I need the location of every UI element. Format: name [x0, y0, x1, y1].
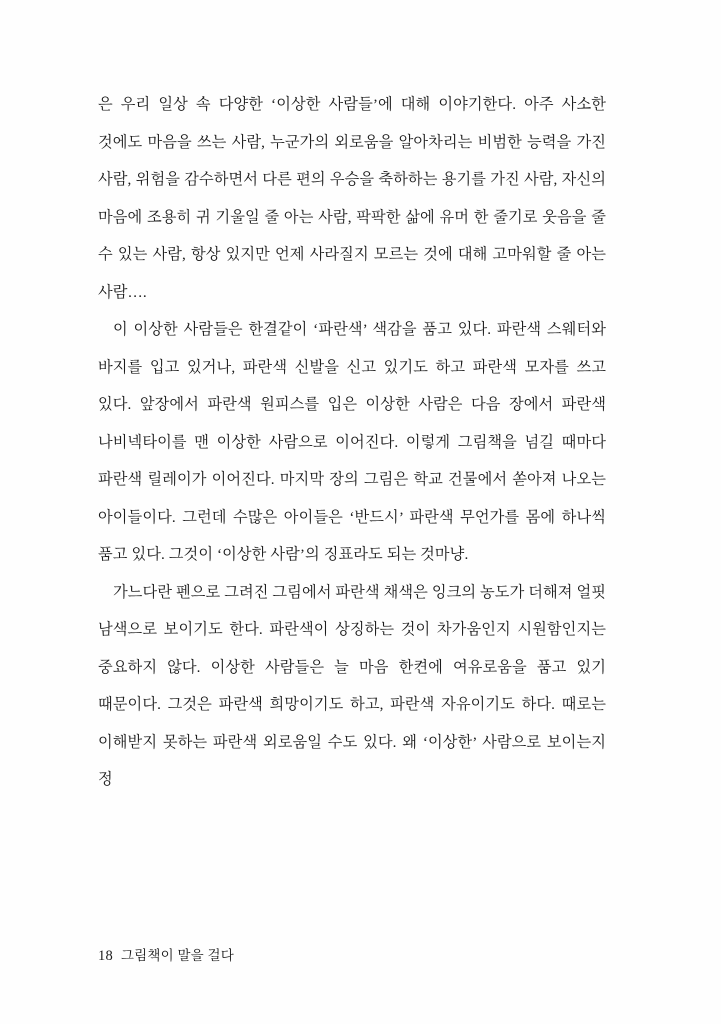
paragraph: 가느다란 펜으로 그려진 그림에서 파란색 채색은 잉크의 농도가 더해져 얼핏 남색으로 보이기도 한다. 파란색이 상징하는 것이 차가움인지 시원함인지는 중요하지 않다. 이상한 사람들은 늘 마음 한켠에 여유로움을 품고 있기 때문이다. 그것은 파란색 희망이기도 하고, 파란색 자유이기도 하다. 때로는 이해받지 못하는 파란색 외로움일 수도 있다. 왜 ‘이상한’ 사람으로 보이는지 정	[98, 583, 606, 788]
body-text-column	[98, 86, 606, 799]
page-footer	[98, 944, 606, 965]
paragraph: 이 이상한 사람들은 한결같이 ‘파란색’ 색감을 품고 있다. 파란색 스웨터와 바지를 입고 있거나, 파란색 신발을 신고 있기도 하고 파란색 모자를 쓰고 있다. 앞장에서 파란색 원피스를 입은 이상한 사람은 다음 장에서 파란색 나비넥타이를 맨 이상한 사람으로 이어진다. 이렇게 그림책을 넘길 때마다 파란색 릴레이가 이어진다. 마지막 장의 그림은 학교 건물에서 쏟아져 나오는 아이들이다. 그런데 수많은 아이들은 ‘반드시’ 파란색 무언가를 몸에 하나씩 품고 있다. 그것이 ‘이상한 사람’의 징표라도 되는 것마냥.	[98, 321, 606, 563]
book-title: 그림책이 말을 걸다	[120, 948, 234, 963]
page-number: 18	[98, 948, 113, 964]
paragraph: 은 우리 일상 속 다양한 ‘이상한 사람들’에 대해 이야기한다. 아주 사소한 것에도 마음을 쓰는 사람, 누군가의 외로움을 알아차리는 비범한 능력을 가진 사람, 위험을 감수하면서 다른 편의 우승을 축하하는 용기를 가진 사람, 자신의 마음에 조용히 귀 기울일 줄 아는 사람, 팍팍한 삶에 유머 한 줄기로 웃음을 줄 수 있는 사람, 항상 있지만 언제 사라질지 모르는 것에 대해 고마워할 줄 아는 사람….‍	[98, 96, 606, 301]
